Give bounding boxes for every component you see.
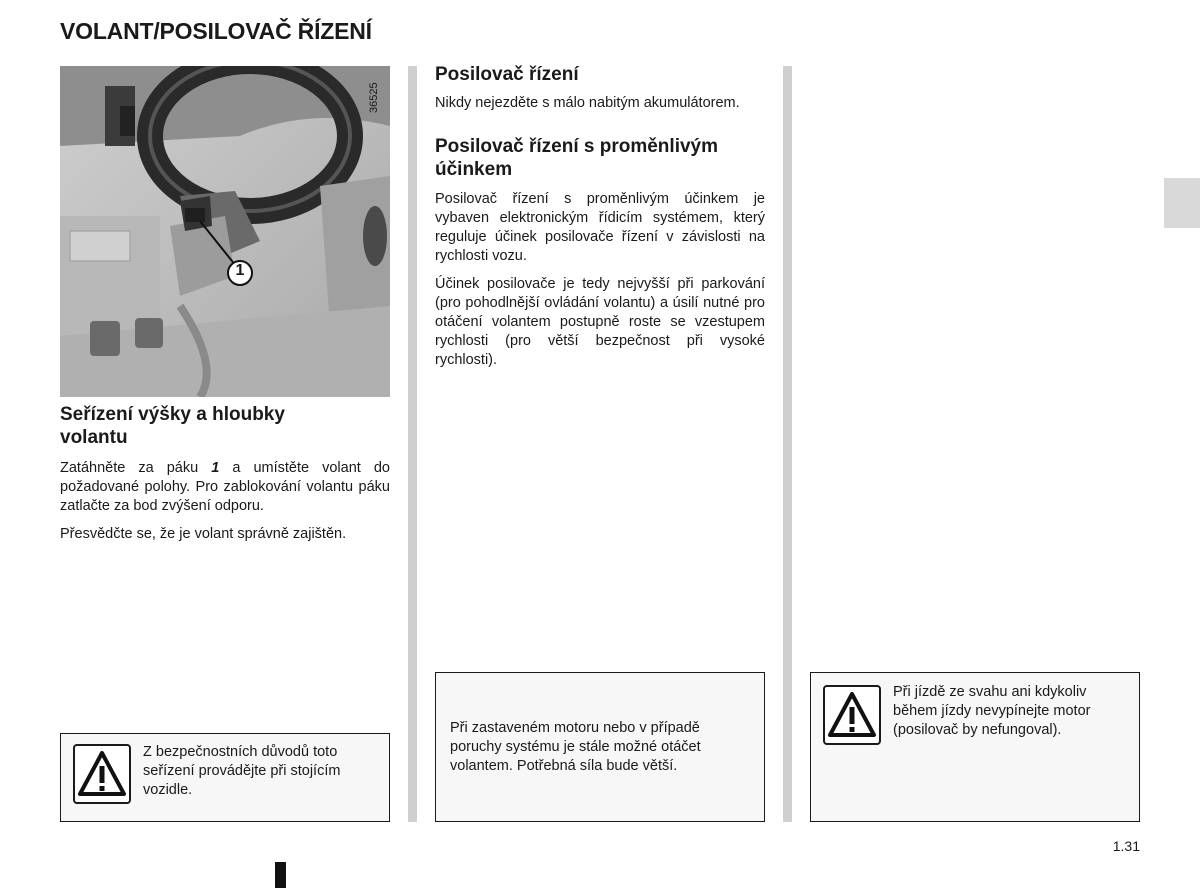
warning-icon bbox=[823, 685, 881, 745]
steering-wheel-figure bbox=[60, 66, 390, 397]
section-heading-variable-power-steering: Posilovač řízení s proměnlivým účinkem bbox=[435, 136, 718, 180]
crop-mark bbox=[275, 862, 286, 888]
figure-callout-label: 1 bbox=[235, 262, 245, 279]
warning-box-left bbox=[60, 733, 390, 822]
paragraph-variable-system: Posilovač řízení s proměnlivým účinkem je vybaven elektronickým řídicím systémem, který reguluje účinek posilovače řízení v závislosti na rychlosti vozu. bbox=[435, 191, 765, 264]
warning-text-right: Při jízdě ze svahu ani kdykoliv během jízdy nevypínejte motor (posilovač by nefungoval). bbox=[893, 684, 1091, 738]
paragraph-check-locking: Přesvědčte se, že je volant správně zajištěn. bbox=[60, 526, 347, 542]
chapter-tab bbox=[1164, 178, 1200, 228]
figure-code: 36525 bbox=[368, 82, 380, 114]
column-divider-left bbox=[408, 66, 417, 822]
paragraph-adjustment-instructions: Zatáhněte za páku 1 a umístěte volant do požadované polohy. Pro zablokování volantu páku zatlačte za bod zvýšení odporu. bbox=[60, 460, 390, 514]
note-box-middle bbox=[435, 672, 765, 822]
page-title: VOLANT/POSILOVAČ ŘÍZENÍ bbox=[60, 18, 372, 44]
paragraph-assist-effect: Účinek posilovače je tedy nejvyšší při parkování (pro pohodlnější ovládání volantu) a úsilí nutné pro otáčení volantem postupně roste se vzestupem rychlosti (pro větší bezpečnost při vysoké rychlosti). bbox=[435, 276, 765, 368]
warning-box-right bbox=[810, 672, 1140, 822]
warning-text-left: Z bezpečnostních důvodů toto seřízení provádějte při stojícím vozidle. bbox=[143, 744, 341, 798]
column-divider-right bbox=[783, 66, 792, 822]
paragraph-battery-warning: Nikdy nejezděte s málo nabitým akumulátorem. bbox=[435, 95, 740, 111]
section-heading-steering-adjustment: Seřízení výšky a hloubky volantu bbox=[60, 404, 285, 448]
page-number: 1.31 bbox=[1112, 838, 1140, 854]
warning-icon bbox=[73, 744, 131, 804]
lever-reference: 1 bbox=[211, 460, 220, 476]
section-heading-power-steering: Posilovač řízení bbox=[435, 64, 579, 85]
note-text-middle: Při zastaveném motoru nebo v případě poruchy systému je stále možné otáčet volantem. Potřebná síla bude větší. bbox=[450, 720, 701, 774]
